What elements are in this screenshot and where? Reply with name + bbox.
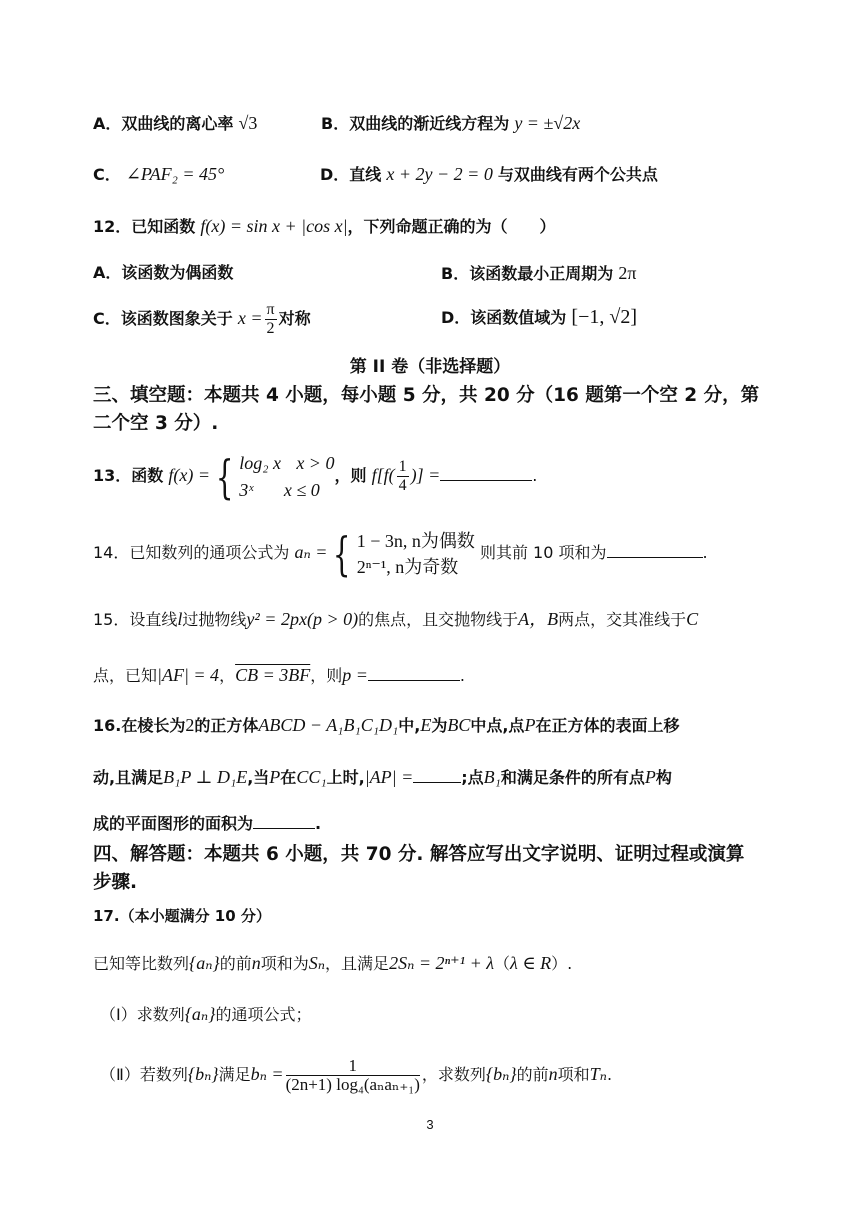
question-text: 在棱长为 — [121, 716, 186, 735]
question-text: 设直线 — [129, 610, 178, 629]
fraction-numerator: 1 — [398, 458, 407, 475]
math: f[f( — [371, 465, 395, 485]
question-text: 的正方体 — [194, 716, 259, 735]
q12-stem — [93, 216, 556, 237]
page-number: 3 — [426, 1117, 434, 1132]
math: ∠PAF₂ = 45° — [125, 164, 225, 184]
q11-option-d — [320, 164, 658, 185]
q11-option-c — [93, 164, 224, 185]
math: [−1, √2] — [571, 306, 637, 328]
question-number: 13． — [93, 466, 132, 485]
math: |AF| = 4 — [157, 665, 220, 685]
brace-icon: { — [333, 526, 351, 581]
question-text: 两点，交其准线于 — [558, 610, 687, 629]
q14 — [93, 524, 708, 582]
math: 2Sₙ = 2ⁿ⁺¹ + λ — [389, 953, 495, 973]
period: . — [532, 466, 538, 485]
q16-line3 — [93, 814, 321, 834]
question-text: （ — [494, 954, 511, 973]
question-text: 项和为 — [260, 954, 309, 973]
case-line: 1 − 3n, n为偶数 — [356, 530, 475, 551]
math: {aₙ} — [189, 953, 220, 973]
math: λ ∈ R — [510, 953, 552, 973]
option-text: 与双曲线有两个公共点 — [497, 165, 658, 184]
fraction-denominator: 2 — [266, 320, 275, 337]
math: √3 — [238, 113, 258, 133]
option-text: 该函数图象关于 — [120, 309, 233, 328]
option-text: 该函数值域为 — [470, 308, 567, 327]
question-text: 函数 — [131, 466, 164, 485]
option-label: D． — [320, 165, 350, 184]
fraction-numerator: π — [266, 301, 275, 318]
question-text: 中, — [398, 716, 421, 735]
question-text: 的前 — [516, 1065, 549, 1084]
part-title: 第 II 卷（非选择题） — [349, 357, 511, 377]
q16-line1 — [93, 715, 679, 736]
question-text: 已知等比数列 — [93, 954, 190, 973]
math: y² = 2px(p > 0) — [246, 609, 359, 629]
option-text: 对称 — [278, 309, 311, 328]
brace-icon: { — [215, 449, 234, 504]
math: f(x) = — [168, 465, 211, 485]
math: CC₁ — [296, 767, 327, 787]
q13 — [93, 448, 537, 504]
q17-header: 17.（本小题满分 10 分） — [93, 907, 271, 925]
math: 2 — [185, 715, 195, 735]
option-label: C． — [93, 165, 121, 184]
question-text: ）. — [551, 954, 573, 973]
question-text: 的通项公式； — [215, 1005, 312, 1024]
q12-option-d — [441, 307, 637, 328]
question-text: ，且满足 — [325, 954, 390, 973]
q12-option-a — [93, 263, 233, 283]
q12-option-b — [441, 263, 636, 284]
math: C — [686, 609, 699, 629]
question-text: ，则 — [334, 466, 367, 485]
question-text: 的前 — [219, 954, 252, 973]
question-text: 动,且满足 — [93, 768, 164, 787]
question-text: 为 — [431, 716, 448, 735]
piecewise — [357, 528, 475, 580]
question-text: 构 — [655, 768, 672, 787]
case-cond: x ≤ 0 — [283, 479, 320, 500]
fraction-denominator: 4 — [398, 477, 407, 494]
math: |AP| = — [364, 767, 414, 787]
question-text: 上时, — [326, 768, 365, 787]
option-label: B． — [441, 264, 470, 283]
option-text: 双曲线的离心率 — [121, 114, 234, 133]
question-text: 过抛物线 — [182, 610, 247, 629]
math: {bₙ} — [485, 1064, 517, 1084]
q15-line1 — [93, 609, 698, 630]
option-text: 该函数为偶函数 — [121, 263, 234, 282]
option-text: 直线 — [349, 165, 382, 184]
option-text: 双曲线的渐近线方程为 — [349, 114, 510, 133]
question-text: . — [606, 1065, 613, 1084]
math: n — [251, 953, 261, 973]
math: aₙ = — [294, 542, 328, 562]
fraction-denominator: (2n+1) log₄(aₙaₙ₊₁) — [285, 1075, 420, 1094]
period: . — [702, 543, 708, 562]
math: A，B — [518, 609, 559, 629]
question-text: 中点,点 — [470, 716, 525, 735]
fraction-numerator: 1 — [286, 1057, 420, 1076]
case-expr: 3ˣ — [239, 479, 254, 500]
question-text: 点，已知 — [93, 666, 158, 685]
math: CB = 3BF — [235, 665, 311, 685]
case-cond: x > 0 — [296, 452, 335, 473]
option-label: D． — [441, 308, 471, 327]
section-heading: 二个空 3 分）. — [93, 413, 219, 434]
option-label: C． — [93, 309, 121, 328]
question-text: （Ⅰ）求数列 — [100, 1005, 185, 1024]
math: P — [644, 767, 656, 787]
question-number: 15． — [93, 610, 130, 629]
math: p = — [342, 665, 368, 685]
q11-option-b — [321, 113, 580, 134]
math: n — [548, 1064, 558, 1084]
section-heading: 步骤. — [93, 872, 138, 893]
q15-line2 — [93, 665, 465, 686]
math: P — [269, 767, 281, 787]
q11-option-a — [93, 113, 257, 134]
math: B₁ — [483, 767, 501, 787]
question-text: 的焦点，且交抛物线于 — [358, 610, 519, 629]
question-text: ,当 — [247, 768, 270, 787]
question-text: 已知数列的通项公式为 — [129, 543, 290, 562]
math: Tₙ — [589, 1064, 607, 1084]
fraction — [286, 1057, 420, 1094]
question-text: 满足 — [218, 1065, 251, 1084]
math: E — [420, 715, 432, 735]
math: B₁P ⊥ D₁E — [163, 767, 248, 787]
q17-part2 — [100, 1052, 612, 1097]
case-expr: log₂ x — [239, 452, 282, 473]
option-label: A． — [93, 114, 122, 133]
option-text: 该函数最小正周期为 — [469, 264, 614, 283]
q17-stem — [93, 953, 572, 974]
math: BC — [447, 715, 471, 735]
question-text: ;点 — [461, 768, 484, 787]
option-label: B． — [321, 114, 350, 133]
fraction — [397, 458, 409, 495]
answer-blank[interactable] — [253, 814, 315, 829]
answer-blank[interactable] — [413, 768, 461, 783]
math: {bₙ} — [187, 1064, 219, 1084]
question-text: 成的平面图形的面积为 — [93, 814, 254, 833]
question-text: 在正方体的表面上移 — [535, 716, 680, 735]
math: {aₙ} — [184, 1004, 216, 1024]
section-heading: 四、解答题：本题共 6 小题，共 70 分. 解答应写出文字说明、证明过程或演算 — [93, 844, 745, 865]
question-text: ，则 — [310, 666, 343, 685]
case-line: 2ⁿ⁻¹, n为奇数 — [356, 556, 459, 577]
question-text: ，求数列 — [421, 1065, 486, 1084]
question-number: 14． — [93, 543, 130, 562]
math: 2π — [618, 263, 637, 283]
question-text: 和满足条件的所有点 — [500, 768, 645, 787]
question-text: ， — [219, 666, 236, 685]
question-text: ，下列命题正确的为（ ） — [347, 217, 556, 236]
period: . — [315, 814, 322, 833]
math: f(x) = sin x + |cos x| — [200, 216, 348, 236]
question-number: 12． — [93, 217, 132, 236]
math: x = — [237, 308, 263, 328]
math: ABCD − A₁B₁C₁D₁ — [258, 715, 399, 735]
answer-blank[interactable] — [607, 543, 703, 558]
question-text: 已知函数 — [131, 217, 196, 236]
math: bₙ = — [250, 1064, 284, 1084]
piecewise — [239, 450, 334, 504]
math: Sₙ — [308, 953, 326, 973]
option-label: A． — [93, 263, 122, 282]
math: x + 2y − 2 = 0 — [386, 164, 493, 184]
fraction — [265, 301, 277, 338]
q16-line2 — [93, 767, 672, 788]
math: y = ±√2x — [514, 113, 581, 133]
answer-blank[interactable] — [368, 666, 460, 681]
question-text: 则其前 10 项和为 — [479, 543, 607, 562]
section-heading: 三、填空题：本题共 4 小题，每小题 5 分，共 20 分（16 题第一个空 2 分，第 — [93, 385, 760, 406]
q12-option-c — [93, 300, 311, 338]
period: . — [459, 666, 465, 685]
question-number: 16. — [93, 716, 122, 735]
math: )] = — [410, 465, 441, 485]
answer-blank[interactable] — [440, 466, 532, 481]
q17-part1 — [100, 1004, 311, 1025]
math: P — [524, 715, 536, 735]
question-text: 项和 — [557, 1065, 590, 1084]
math: l — [177, 609, 183, 629]
question-text: （Ⅱ）若数列 — [100, 1065, 188, 1084]
question-text: 在 — [280, 768, 297, 787]
